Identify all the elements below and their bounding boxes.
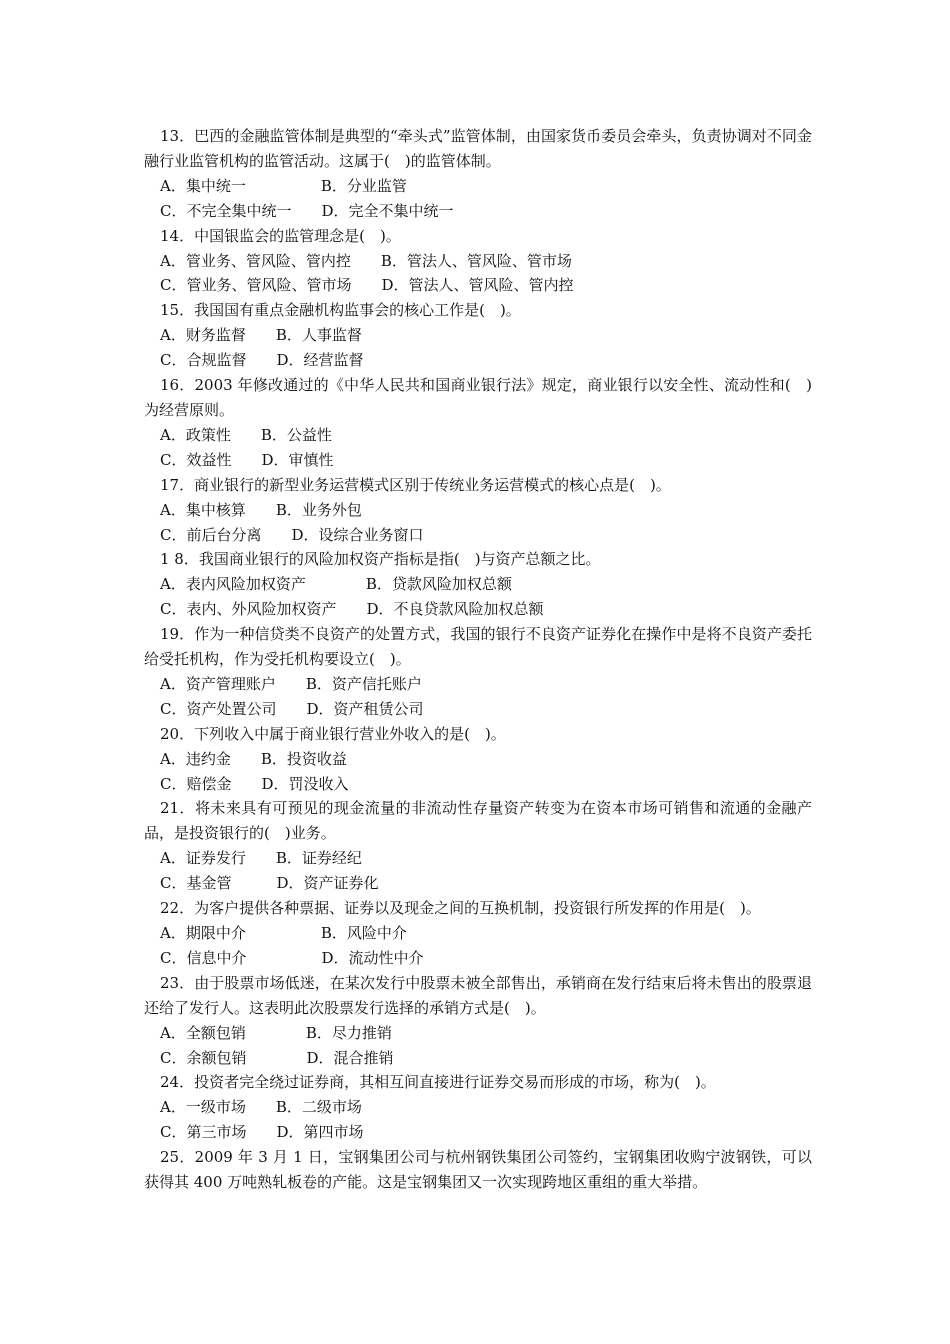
question-item — [144, 722, 812, 797]
option-line: C．合规监督 D．经营监督 — [160, 351, 364, 370]
option-line: C．基金管 D．资产证券化 — [160, 874, 379, 893]
option-line: C．不完全集中统一 D．完全不集中统一 — [160, 201, 454, 220]
option-line: A．一级市场 B．二级市场 — [160, 1098, 362, 1117]
question-stem: 16．2003 年修改通过的《中华人民共和国商业银行法》规定，商业银行以安全性、流动性和( )为经营原则。 — [144, 376, 812, 419]
question-stem: 22．为客户提供各种票据、证券以及现金之间的互换机制，投资银行所发挥的作用是( )。 — [160, 899, 761, 918]
question-item — [144, 1145, 812, 1195]
option-line: A．表内风险加权资产 B．贷款风险加权总额 — [160, 575, 512, 594]
question-stem: 17．商业银行的新型业务运营模式区别于传统业务运营模式的核心点是( )。 — [160, 475, 671, 494]
option-line: A．政策性 B．公益性 — [160, 425, 332, 444]
question-item — [144, 224, 812, 299]
option-line: C．管业务、管风险、管市场 D．管法人、管风险、管内控 — [160, 276, 574, 295]
question-stem: 21．将未来具有可预见的现金流量的非流动性存量资产转变为在资本市场可销售和流通的金融产品，是投资银行的( )业务。 — [144, 799, 812, 843]
question-stem: 14．中国银监会的监管理念是( )。 — [160, 226, 401, 245]
question-item — [144, 473, 812, 548]
option-line: A．财务监督 B．人事监督 — [160, 326, 362, 345]
option-line: A．管业务、管风险、管内控 B．管法人、管风险、管市场 — [160, 251, 572, 270]
question-item — [144, 124, 812, 224]
option-line: C．赔偿金 D．罚没收入 — [160, 774, 349, 793]
option-line: C．表内、外风险加权资产 D．不良贷款风险加权总额 — [160, 600, 544, 619]
option-line: A．证券发行 B．证券经纪 — [160, 849, 362, 868]
question-stem: 13．巴西的金融监管体制是典型的“牵头式”监管体制，由国家货币委员会牵头，负责协调对不同金融行业监管机构的监管活动。这属于( )的监管体制。 — [144, 127, 812, 170]
question-list — [144, 124, 812, 1195]
question-item — [144, 298, 812, 373]
question-stem: 1 8．我国商业银行的风险加权资产指标是指( )与资产总额之比。 — [160, 550, 601, 569]
option-line: A．集中核算 B．业务外包 — [160, 500, 362, 519]
option-line: A．全额包销 B．尽力推销 — [160, 1023, 392, 1042]
option-line: A．资产管理账户 B．资产信托账户 — [160, 674, 422, 693]
option-line: C．信息中介 D．流动性中介 — [160, 948, 424, 967]
question-item — [144, 547, 812, 622]
question-stem: 20．下列收入中属于商业银行营业外收入的是( )。 — [160, 724, 506, 743]
question-stem: 24．投资者完全绕过证券商，其相互间直接进行证券交易而形成的市场，称为( )。 — [160, 1073, 716, 1092]
option-line: C．效益性 D．审慎性 — [160, 450, 334, 469]
option-line: C．第三市场 D．第四市场 — [160, 1123, 364, 1142]
question-item — [144, 1070, 812, 1145]
question-item — [144, 622, 812, 722]
option-line: A．集中统一 B．分业监管 — [160, 176, 407, 195]
question-stem: 19．作为一种信贷类不良资产的处置方式，我国的银行不良资产证券化在操作中是将不良资产委托给受托机构，作为受托机构要设立( )。 — [144, 625, 812, 669]
option-line: C．余额包销 D．混合推销 — [160, 1048, 394, 1067]
question-item — [144, 373, 812, 473]
question-item — [144, 796, 812, 896]
option-line: A．违约金 B．投资收益 — [160, 749, 347, 768]
question-stem: 25．2009 年 3 月 1 日，宝钢集团公司与杭州钢铁集团公司签约，宝钢集团收购宁波钢铁，可以获得其 400 万吨熟轧板卷的产能。这是宝钢集团又一次实现跨地区重组的重大举措。 — [144, 1148, 812, 1192]
option-line: C．前后台分离 D．设综合业务窗口 — [160, 525, 424, 544]
option-line: C．资产处置公司 D．资产租赁公司 — [160, 699, 424, 718]
option-line: A．期限中介 B．风险中介 — [160, 924, 407, 942]
question-stem: 23．由于股票市场低迷，在某次发行中股票未被全部售出，承销商在发行结束后将未售出的股票退还给了发行人。这表明此次股票发行选择的承销方式是( )。 — [144, 973, 812, 1017]
question-item — [144, 896, 812, 971]
question-item — [144, 971, 812, 1071]
question-stem: 15．我国国有重点金融机构监事会的核心工作是( )。 — [160, 301, 521, 320]
